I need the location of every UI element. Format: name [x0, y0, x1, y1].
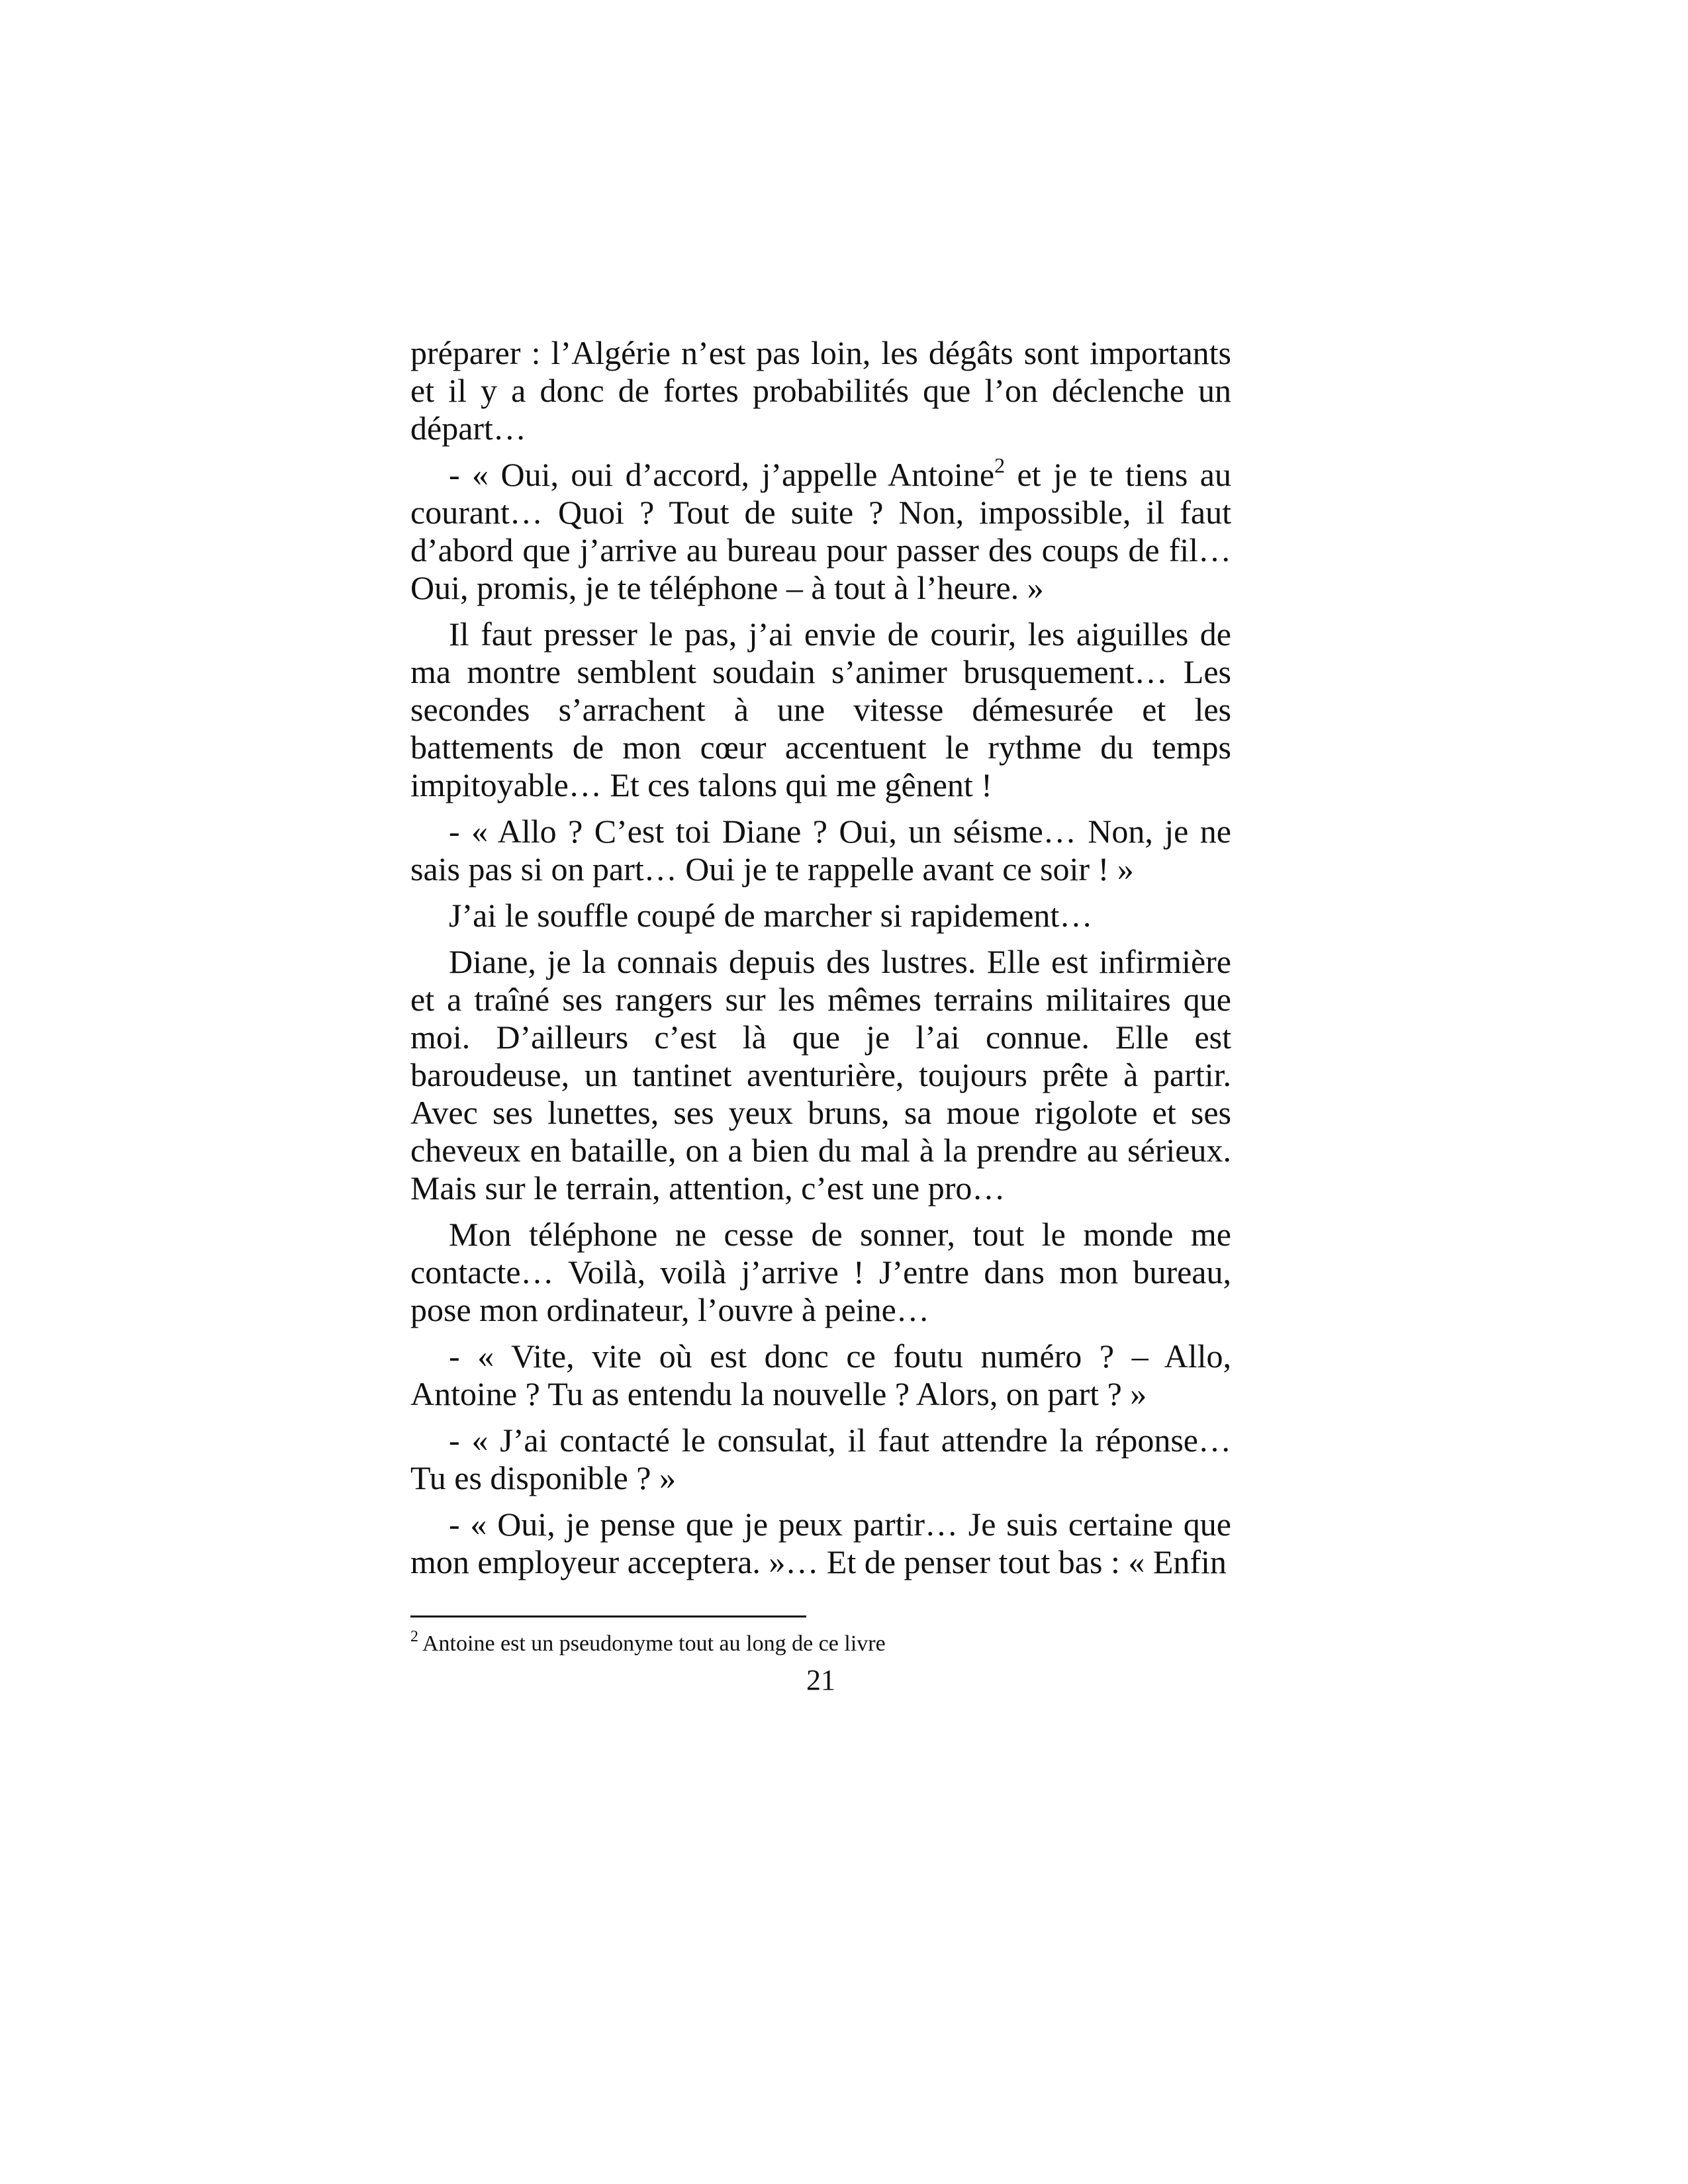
paragraph-5: J’ai le souffle coupé de marcher si rapidement…: [449, 897, 1093, 934]
paragraph-1: préparer : l’Algérie n’est pas loin, les dégâts sont importants et il y a donc de fortes probabilités que l’on déclenche un départ…: [410, 334, 1231, 447]
footnote-text: Antoine est un pseudonyme tout au long de ce livre: [422, 1631, 886, 1656]
paragraph-10: - « Oui, je pense que je peux partir… Je suis certaine que mon employeur acceptera. »… Et de penser tout bas : « Enfin: [410, 1506, 1231, 1580]
footnote-divider: [410, 1615, 806, 1617]
paragraph-2-end: et je te tiens au courant… Quoi ? Tout de suite ? Non, impossible, il faut d’abord que j’arrive au bureau pour passer des coups de fil… Oui, promis, je te téléphone – à tout à l’heure. »: [410, 456, 1231, 606]
paragraph-2: [410, 453, 1231, 607]
paragraph-3: Il faut presser le pas, j’ai envie de courir, les aiguilles de ma montre semblent soudain s’animer brusquement… Les secondes s’arrachent à une vitesse démesurée et les battements de mon cœur accentuent le rythme du temps impitoyable… Et ces talons qui me gênent !: [410, 615, 1231, 803]
footnote-reference: 2: [994, 453, 1006, 477]
paragraph-6: Diane, je la connais depuis des lustres. Elle est infirmière et a traîné ses rangers sur les mêmes terrains militaires que moi. D’ailleurs c’est là que je l’ai connue. Elle est baroudeuse, un tantinet aventurière, toujours prête à partir. Avec ses lunettes, ses yeux bruns, sa moue rigolote et ses cheveux en bataille, on a bien du mal à la prendre au sérieux. Mais sur le terrain, attention, c’est une pro…: [410, 943, 1231, 1206]
page-number: 21: [806, 1664, 835, 1696]
paragraph-7: Mon téléphone ne cesse de sonner, tout le monde me contacte… Voilà, voilà j’arrive ! J’entre dans mon bureau, pose mon ordinateur, l’ouvre à peine…: [410, 1216, 1231, 1328]
footnote: [410, 1628, 1231, 1657]
paragraph-4: - « Allo ? C’est toi Diane ? Oui, un séisme… Non, je ne sais pas si on part… Oui je te rappelle avant ce soir ! »: [410, 813, 1231, 887]
footnote-number: 2: [410, 1628, 418, 1645]
body-text: [410, 334, 1231, 1590]
paragraph-2-start: - « Oui, oui d’accord, j’appelle Antoine: [449, 456, 995, 493]
paragraph-9: - « J’ai contacté le consulat, il faut attendre la réponse… Tu es disponible ? »: [410, 1422, 1231, 1496]
paragraph-8: - « Vite, vite où est donc ce foutu numéro ? – Allo, Antoine ? Tu as entendu la nouvelle ? Alors, on part ? »: [410, 1338, 1231, 1412]
